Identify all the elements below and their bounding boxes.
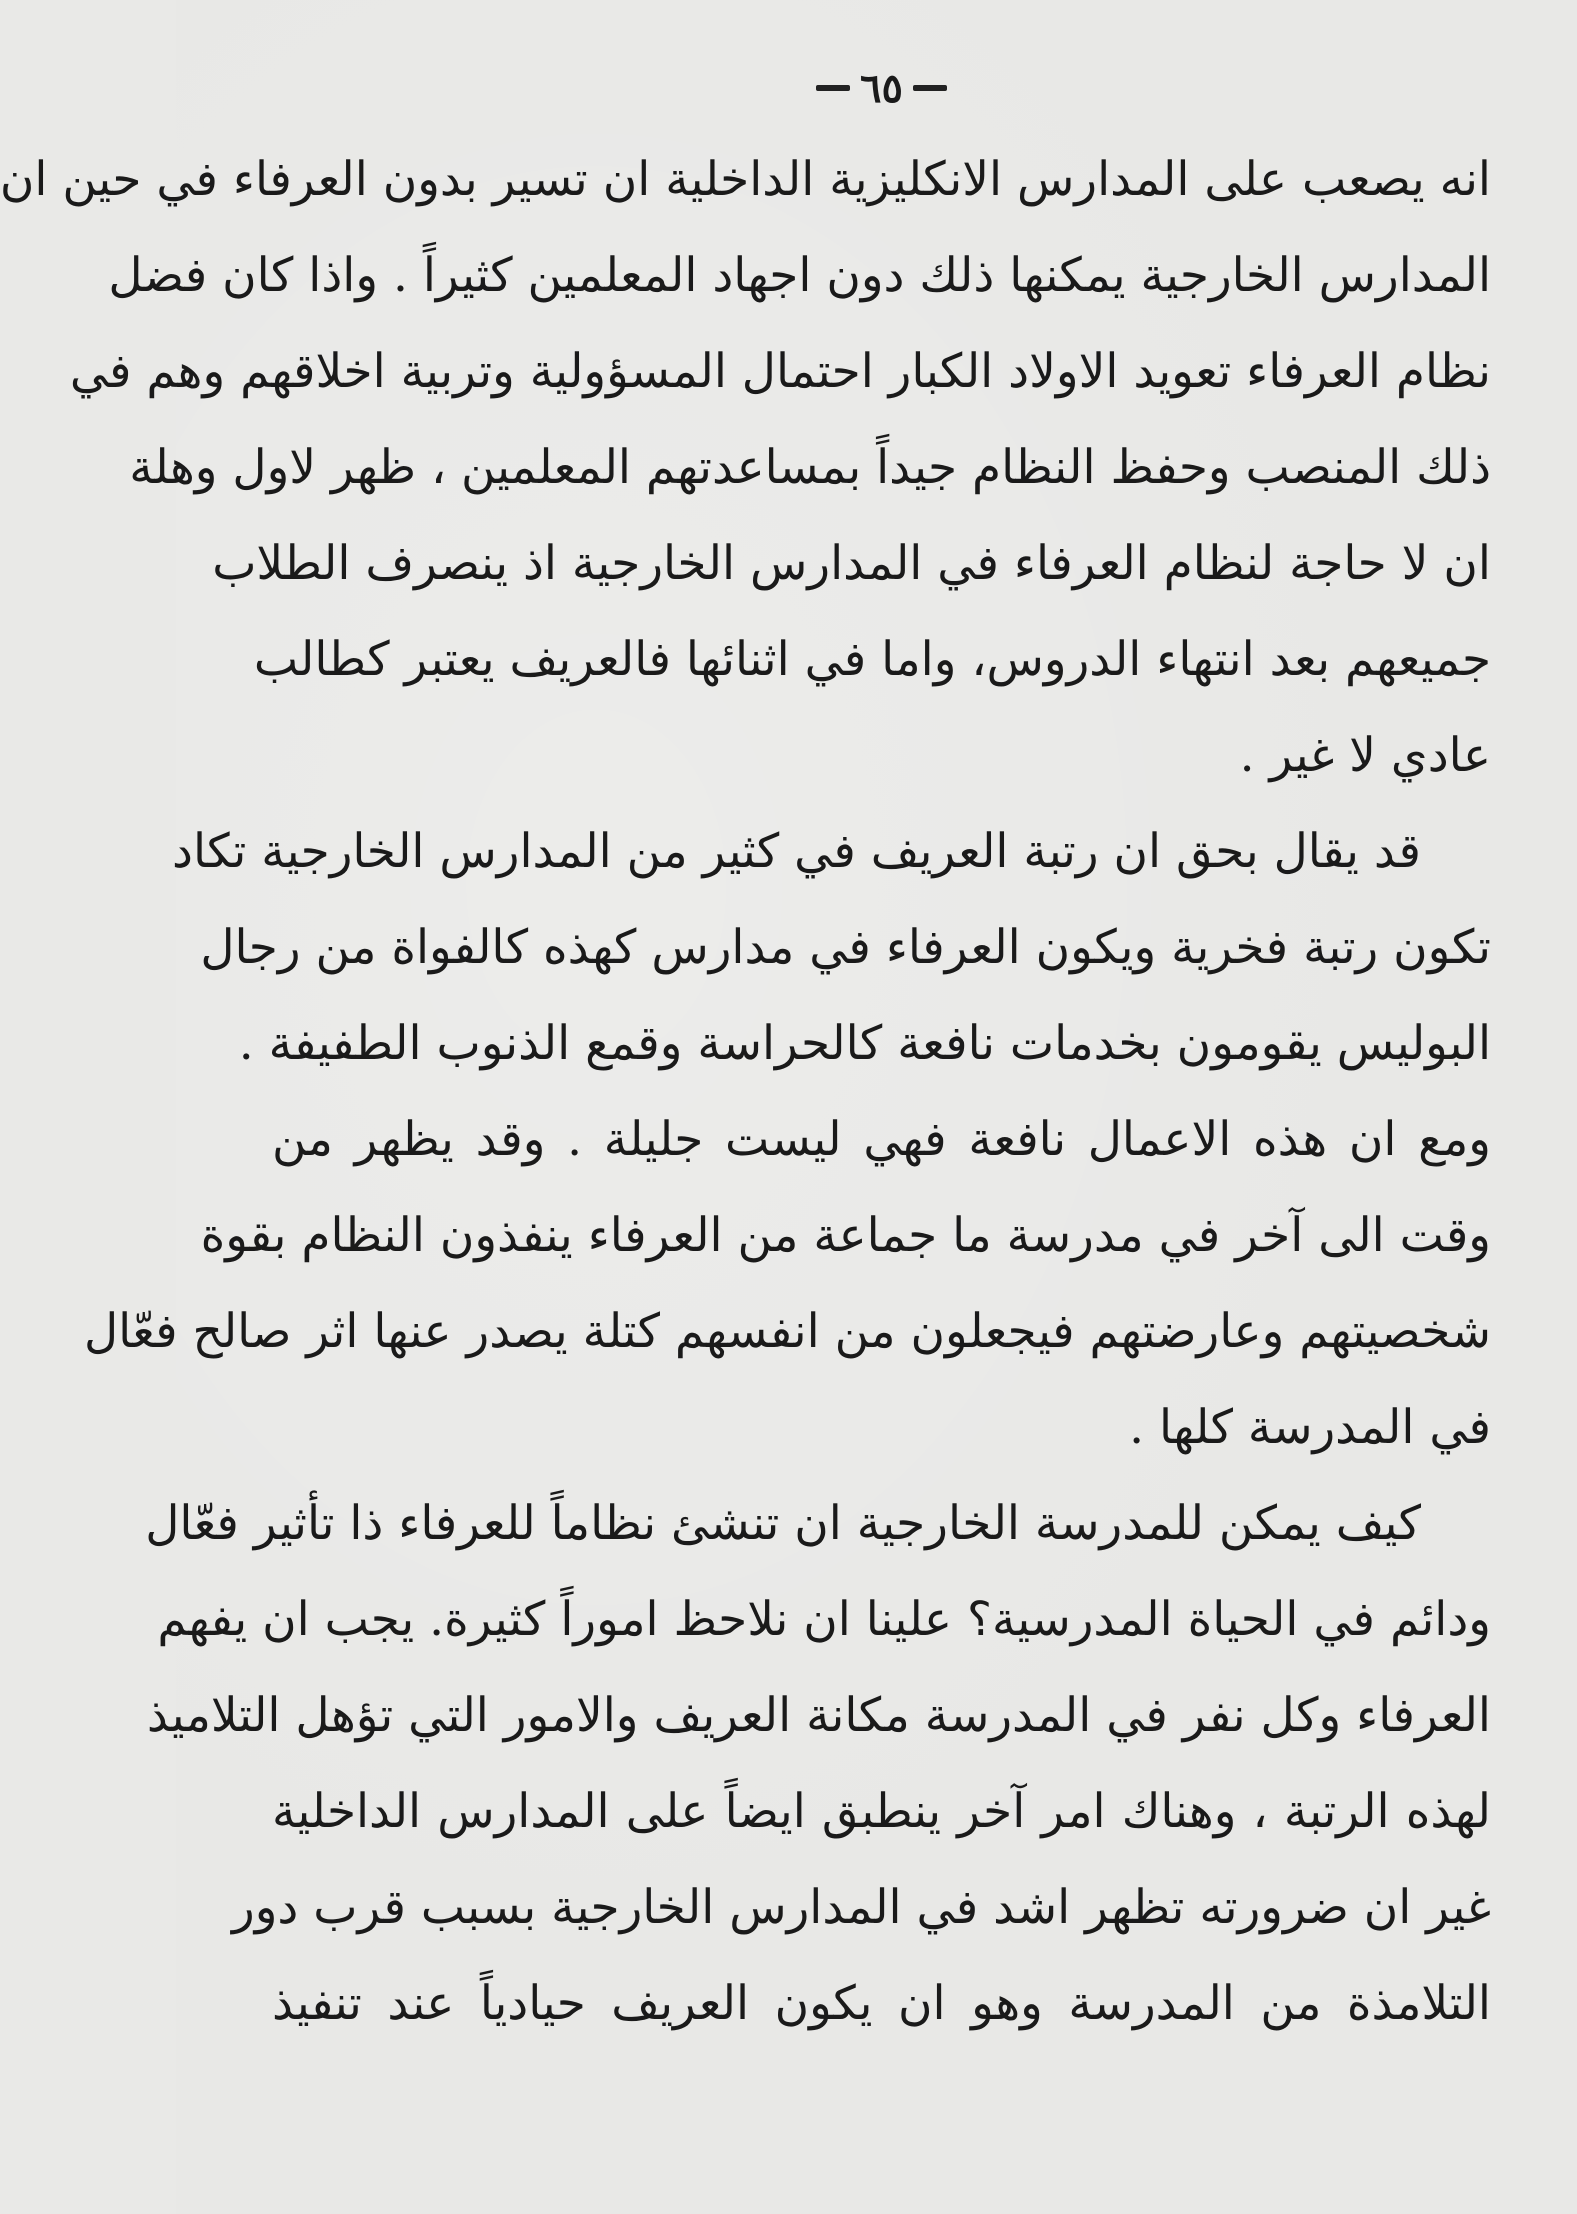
text-line: ودائم في الحياة المدرسية؟ علينا ان نلاحظ اموراً كثيرة. يجب ان يفهم: [157, 1592, 1491, 1647]
text-line: غير ان ضرورته تظهر اشد في المدارس الخارجية بسبب قرب دور: [232, 1880, 1491, 1935]
text-line: ان لا حاجة لنظام العرفاء في المدارس الخارجية اذ ينصرف الطلاب: [212, 536, 1491, 591]
text-line: نظام العرفاء تعويد الاولاد الكبار احتمال المسؤولية وتربية اخلاقهم وهم في: [69, 344, 1491, 399]
body-text: [0, 132, 1491, 2052]
text-line: كيف يمكن للمدرسة الخارجية ان تنشئ نظاماً للعرفاء ذا تأثير فعّال: [145, 1496, 1421, 1551]
text-line: عادي لا غير .: [1239, 728, 1491, 783]
text-line: البوليس يقومون بخدمات نافعة كالحراسة وقمع الذنوب الطفيفة .: [238, 1016, 1491, 1071]
text-line: العرفاء وكل نفر في المدرسة مكانة العريف والامور التي تؤهل التلاميذ: [146, 1688, 1491, 1743]
text-line: انه يصعب على المدارس الانكليزية الداخلية ان تسير بدون العرفاء في حين ان: [0, 152, 1491, 207]
text-line: شخصيتهم وعارضتهم فيجعلون من انفسهم كتلة يصدر عنها اثر صالح فعّال: [83, 1304, 1491, 1359]
text-line: في المدرسة كلها .: [1129, 1400, 1491, 1455]
text-line: التلامذة من المدرسة وهو ان يكون العريف حيادياً عند تنفيذ: [272, 1976, 1491, 2031]
left-dash: [816, 85, 850, 91]
text-line: المدارس الخارجية يمكنها ذلك دون اجهاد المعلمين كثيراً . واذا كان فضل: [108, 248, 1491, 303]
text-line: وقت الى آخر في مدرسة ما جماعة من العرفاء ينفذون النظام بقوة: [200, 1208, 1491, 1263]
text-line: لهذه الرتبة ، وهناك امر آخر ينطبق ايضاً على المدارس الداخلية: [272, 1784, 1491, 1839]
page-number-text: ٦٥: [860, 64, 903, 112]
right-dash: [913, 85, 947, 91]
text-line: تكون رتبة فخرية ويكون العرفاء في مدارس كهذه كالفواة من رجال: [200, 920, 1491, 975]
paragraph-3: [145, 1476, 1491, 2052]
paragraph-2: [83, 804, 1491, 1476]
text-line: قد يقال بحق ان رتبة العريف في كثير من المدارس الخارجية تكاد: [172, 824, 1421, 879]
text-line: ذلك المنصب وحفظ النظام جيداً بمساعدتهم المعلمين ، ظهر لاول وهلة: [129, 440, 1491, 495]
paragraph-1: [0, 132, 1491, 804]
text-line: جميعهم بعد انتهاء الدروس، واما في اثنائها فالعريف يعتبر كطالب: [253, 632, 1491, 687]
page-number: [272, 62, 1491, 114]
text-line: ومع ان هذه الاعمال نافعة فهي ليست جليلة . وقد يظهر من: [272, 1112, 1491, 1167]
